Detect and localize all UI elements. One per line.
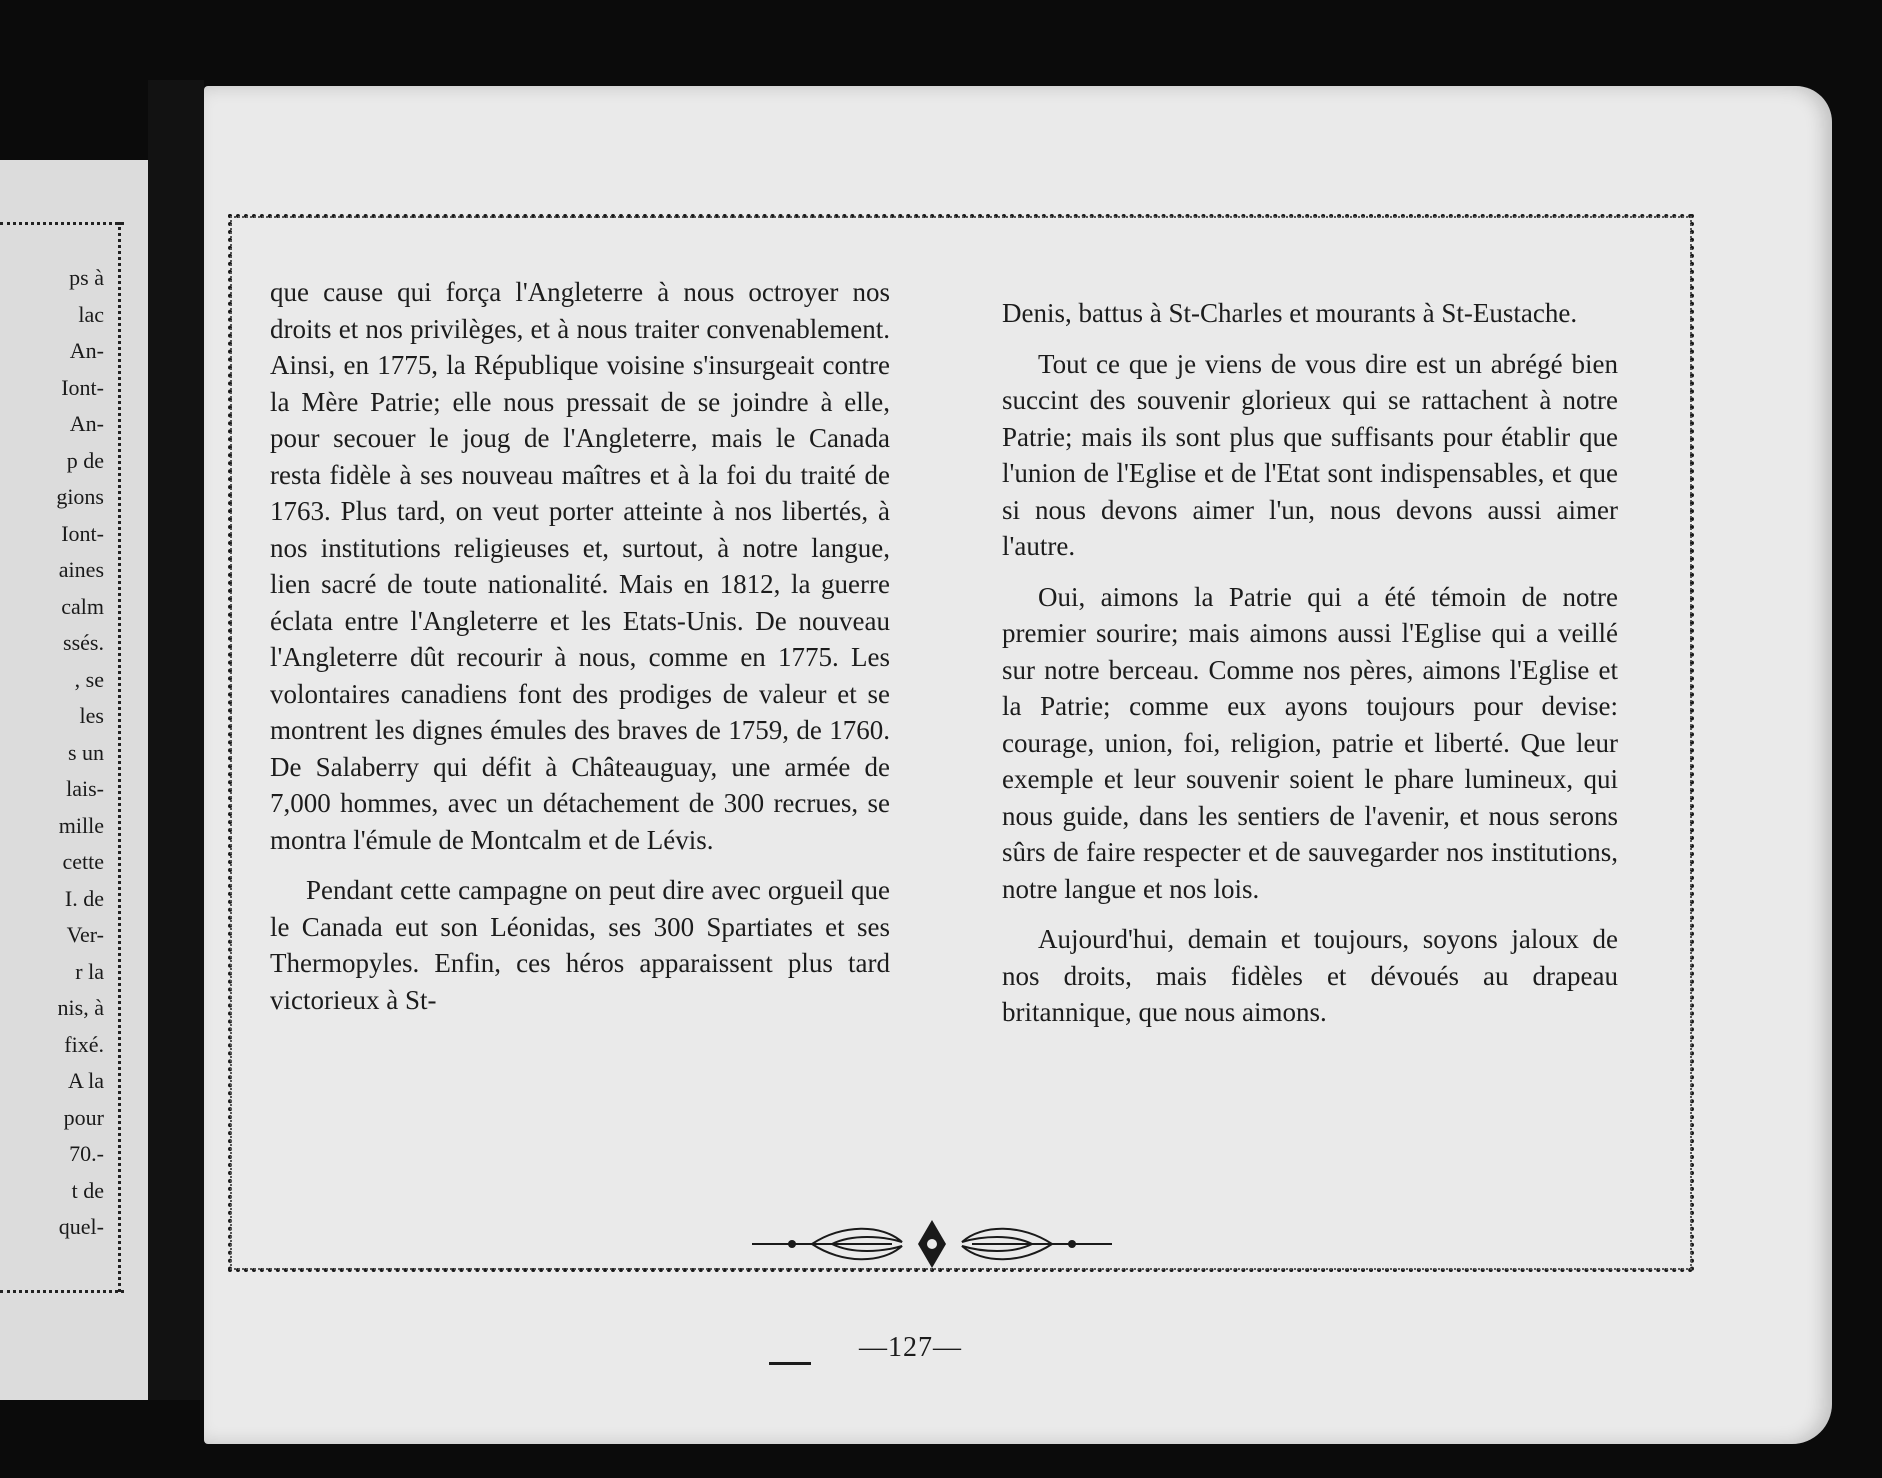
left-page-line-fragment: I. de xyxy=(64,885,104,911)
left-page-line-fragment: ssés. xyxy=(63,630,104,655)
left-page-line-fragment: aines xyxy=(58,557,104,582)
facing-page-left xyxy=(0,160,148,1400)
left-page-line-fragment: , se xyxy=(74,666,104,692)
left-page-text-fragments xyxy=(0,260,104,1246)
left-page-line-fragment: r la xyxy=(75,958,104,984)
left-page-line-fragment: t de xyxy=(71,1177,104,1203)
left-page-line-fragment: Iont- xyxy=(61,520,104,546)
left-page-line-fragment: mille xyxy=(58,812,104,838)
paragraph: Aujourd'hui, demain et toujours, soyons jaloux de nos droits, mais fidèles et dévoués au drapeau britannique, que nous aimons. xyxy=(1002,924,1618,1027)
left-page-line-fragment: An- xyxy=(69,338,104,363)
left-page-line-fragment: gions xyxy=(56,484,104,509)
paragraph: Denis, battus à St-Charles et mourants à St-Eustache. xyxy=(1002,298,1578,328)
paragraph: Tout ce que je viens de vous dire est un abrégé bien succint des souvenir glorieux qui se rattachent à notre Patrie; mais ils sont plus que suffisants pour établir que l'union de l'Eglise et de l'Etat sont indispensables, et que si nous devons aimer l'un, nous devons aussi aimer l'autre. xyxy=(1002,348,1618,561)
left-page-line-fragment: pour xyxy=(63,1104,104,1130)
left-page-line-fragment: lais- xyxy=(66,776,104,801)
left-page-line-fragment: cette xyxy=(62,849,104,874)
book-spine xyxy=(148,80,204,1400)
left-page-line-fragment: lac xyxy=(78,301,104,327)
scroll-flourish-ornament-icon xyxy=(752,1214,1112,1274)
left-page-line-fragment: Iont- xyxy=(61,374,104,400)
left-page-line-fragment: ps à xyxy=(69,265,104,290)
left-page-line-fragment: An- xyxy=(69,411,104,436)
left-page-line-fragment: les xyxy=(79,703,104,728)
left-page-line-fragment: Ver- xyxy=(66,922,104,947)
text-column-right xyxy=(1002,295,1618,1045)
left-page-line-fragment: calm xyxy=(61,593,104,619)
left-page-line-fragment: 70.- xyxy=(69,1141,104,1166)
left-page-border-top xyxy=(0,222,124,225)
page-number-dash xyxy=(769,1362,811,1365)
page-number: —127— xyxy=(859,1332,962,1363)
paragraph: Oui, aimons la Patrie qui a été témoin de notre premier sourire; mais aimons aussi l'Eglise qui a veillé sur notre berceau. Comme nos pères, aimons l'Eglise et la Patrie; comme eux ayons toujours pour devise: courage, union, foi, religion, patrie et liberté. Que leur exemple et leur souvenir soient le phare lumineux, qui nous guide, dans les sentiers de l'avenir, et nous serons sûrs de faire respecter et de sauvegarder nos institutions, notre langue et nos lois. xyxy=(1002,581,1618,904)
left-page-border-side xyxy=(118,222,121,1292)
page-127 xyxy=(204,86,1832,1444)
left-page-line-fragment: A la xyxy=(67,1068,104,1093)
left-page-line-fragment: quel- xyxy=(58,1214,104,1239)
left-page-line-fragment: p de xyxy=(66,447,104,473)
paragraph: que cause qui força l'Angleterre à nous octroyer nos droits et nos privilèges, et à nous traiter convenablement. Ainsi, en 1775, la République voisine s'insurgeait contre la Mère Patrie; elle nous pressait de se joindre à elle, pour secouer le joug de l'Angleterre, mais le Canada resta fidèle à ses nouveau maîtres et à la foi du traité de 1763. Plus tard, on veut porter atteinte à nos libertés, à nos institutions religieuses et, surtout, à notre langue, lien sacré de toute nationalité. Mais en 1812, la guerre éclata entre l'Angleterre et les Etats-Unis. De nouveau l'Angleterre dût recourir à nous, comme en 1775. Les volontaires canadiens font des prodiges de valeur et se montrent les dignes émules des braves de 1759, de 1760. De Salaberry qui défit à Châteauguay, une armée de 7,000 hommes, avec un détachement de 300 recrues, se montra l'émule de Montcalm et de Lévis. xyxy=(270,277,890,855)
text-column-left xyxy=(270,274,890,1032)
left-page-line-fragment: s un xyxy=(67,739,104,765)
left-page-line-fragment: fixé. xyxy=(64,1031,104,1057)
left-page-line-fragment: nis, à xyxy=(57,995,104,1020)
paragraph: Pendant cette campagne on peut dire avec orgueil que le Canada eut son Léonidas, ses 300 Spartiates et ses Thermopyles. Enfin, ces héros apparaissent plus tard victorieux à St- xyxy=(270,875,890,1015)
left-page-border-bottom xyxy=(0,1290,124,1293)
